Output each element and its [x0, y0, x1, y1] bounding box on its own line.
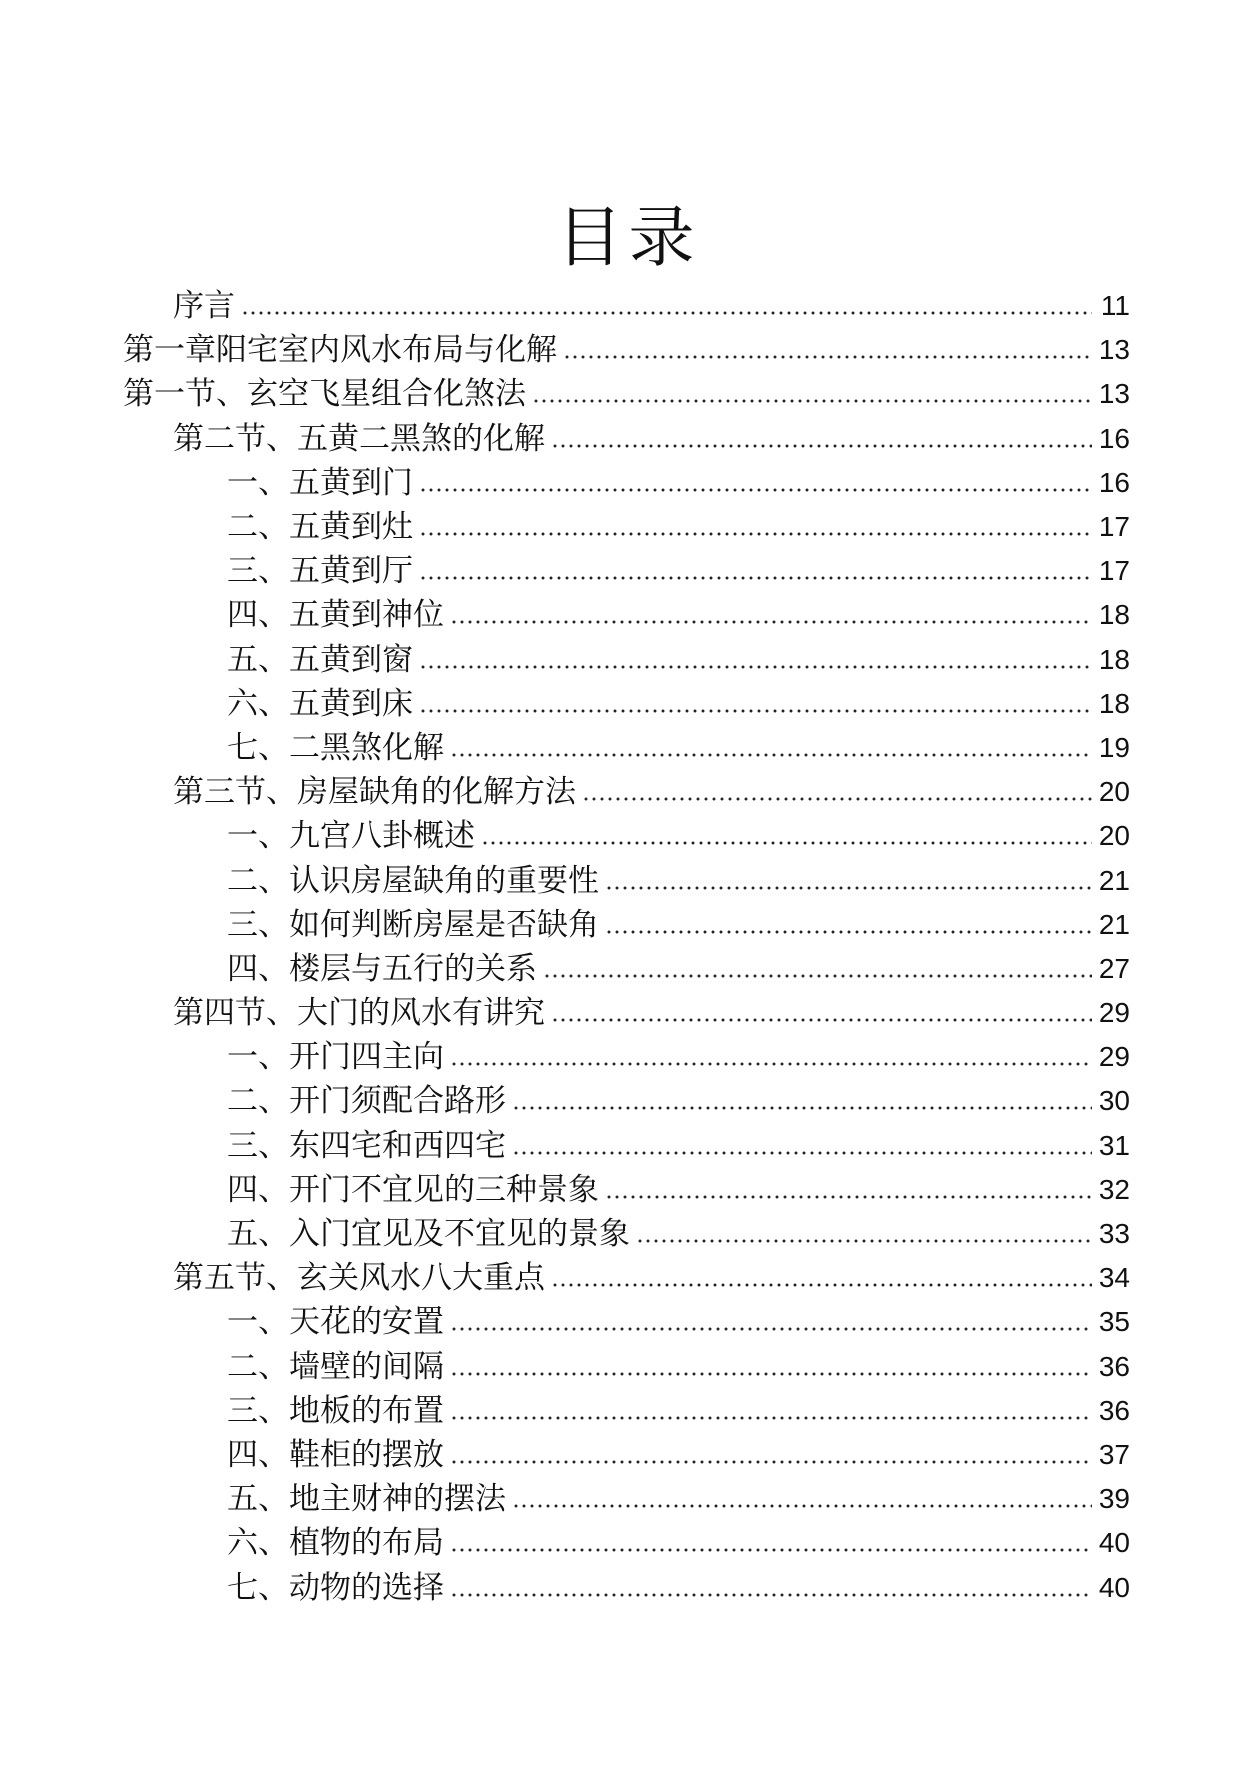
dot-leader [512, 1503, 1092, 1509]
dot-leader [481, 840, 1092, 846]
toc-entry-page-number: 20 [1098, 776, 1130, 808]
toc-entry[interactable] [0, 284, 1257, 328]
toc-entry[interactable] [0, 1035, 1257, 1079]
toc-entry[interactable] [0, 1079, 1257, 1123]
dot-leader [241, 310, 1092, 316]
toc-entry[interactable] [0, 682, 1257, 726]
toc-entry-label: 五、地主财神的摆法 [227, 1481, 506, 1518]
dot-leader [419, 664, 1092, 670]
dot-leader [450, 1371, 1092, 1377]
toc-entry-page-number: 19 [1098, 731, 1130, 763]
dot-leader [450, 1592, 1092, 1598]
toc-entry[interactable] [0, 1521, 1257, 1565]
toc-entry-label: 三、东四宅和西四宅 [227, 1127, 506, 1164]
toc-entry-label: 五、入门宜见及不宜见的景象 [227, 1216, 630, 1253]
toc-entry-page-number: 11 [1100, 290, 1130, 322]
toc-list [0, 284, 1257, 1610]
toc-entry[interactable] [0, 1477, 1257, 1521]
toc-entry[interactable] [0, 505, 1257, 549]
toc-entry-page-number: 35 [1098, 1306, 1130, 1338]
dot-leader [450, 752, 1092, 758]
dot-leader [450, 1459, 1092, 1465]
dot-leader [551, 443, 1092, 449]
toc-entry-label: 第四节、大门的风水有讲究 [173, 995, 545, 1032]
toc-entry-label: 第五节、玄关风水八大重点 [173, 1260, 545, 1297]
dot-leader [582, 796, 1092, 802]
toc-entry-page-number: 16 [1098, 422, 1130, 454]
toc-entry-page-number: 17 [1098, 511, 1130, 543]
dot-leader [636, 1238, 1092, 1244]
toc-entry[interactable] [0, 903, 1257, 947]
dot-leader [419, 531, 1092, 537]
dot-leader [512, 1150, 1092, 1156]
toc-entry-page-number: 20 [1098, 820, 1130, 852]
toc-entry-page-number: 18 [1098, 687, 1130, 719]
dot-leader [512, 1105, 1092, 1111]
toc-entry-label: 四、楼层与五行的关系 [227, 950, 537, 987]
toc-entry-label: 一、五黄到门 [227, 464, 413, 501]
toc-entry-label: 七、二黑煞化解 [227, 729, 444, 766]
toc-entry-page-number: 36 [1098, 1350, 1130, 1382]
dot-leader [450, 619, 1092, 625]
dot-leader [563, 354, 1092, 360]
toc-entry-label: 五、五黄到窗 [227, 641, 413, 678]
toc-entry-label: 二、五黄到灶 [227, 509, 413, 546]
toc-entry-label: 第一节、玄空飞星组合化煞法 [123, 376, 526, 413]
dot-leader [419, 575, 1092, 581]
toc-entry-page-number: 13 [1098, 334, 1130, 366]
toc-entry-page-number: 29 [1098, 997, 1130, 1029]
dot-leader [551, 1282, 1092, 1288]
toc-entry-page-number: 33 [1098, 1218, 1130, 1250]
dot-leader [605, 929, 1092, 935]
toc-entry-label: 序言 [173, 288, 235, 325]
toc-entry[interactable] [0, 1168, 1257, 1212]
dot-leader [419, 708, 1092, 714]
toc-entry-label: 四、五黄到神位 [227, 597, 444, 634]
page-title: 目录 [556, 199, 701, 276]
toc-entry[interactable] [0, 991, 1257, 1035]
toc-entry-label: 六、五黄到床 [227, 685, 413, 722]
toc-entry[interactable] [0, 417, 1257, 461]
toc-entry-page-number: 36 [1098, 1394, 1130, 1426]
toc-entry-page-number: 37 [1098, 1438, 1130, 1470]
dot-leader [450, 1061, 1092, 1067]
dot-leader [450, 1415, 1092, 1421]
toc-entry[interactable] [0, 858, 1257, 902]
toc-entry-page-number: 27 [1098, 952, 1130, 984]
toc-entry-page-number: 30 [1098, 1085, 1130, 1117]
dot-leader [605, 885, 1092, 891]
toc-entry-label: 七、动物的选择 [227, 1569, 444, 1606]
toc-entry-label: 六、植物的布局 [227, 1525, 444, 1562]
toc-entry[interactable] [0, 1433, 1257, 1477]
toc-entry[interactable] [0, 593, 1257, 637]
toc-entry-page-number: 18 [1098, 599, 1130, 631]
dot-leader [419, 487, 1092, 493]
toc-entry-page-number: 40 [1098, 1571, 1130, 1603]
toc-entry-label: 一、开门四主向 [227, 1039, 444, 1076]
toc-entry[interactable] [0, 328, 1257, 372]
toc-entry-page-number: 34 [1098, 1262, 1130, 1294]
toc-entry[interactable] [0, 1212, 1257, 1256]
toc-entry[interactable] [0, 814, 1257, 858]
toc-entry-label: 第二节、五黄二黑煞的化解 [173, 420, 545, 457]
toc-entry-label: 三、五黄到厅 [227, 553, 413, 590]
toc-entry-page-number: 21 [1098, 864, 1130, 896]
dot-leader [532, 398, 1092, 404]
dot-leader [543, 973, 1092, 979]
toc-entry-page-number: 40 [1098, 1527, 1130, 1559]
dot-leader [605, 1194, 1092, 1200]
toc-entry[interactable] [0, 947, 1257, 991]
toc-entry-label: 二、墙壁的间隔 [227, 1348, 444, 1385]
dot-leader [450, 1326, 1092, 1332]
toc-entry-page-number: 16 [1098, 466, 1130, 498]
toc-entry-label: 一、天花的安置 [227, 1304, 444, 1341]
dot-leader [551, 1017, 1092, 1023]
toc-entry[interactable] [0, 549, 1257, 593]
toc-entry-page-number: 21 [1098, 908, 1130, 940]
toc-entry-page-number: 13 [1098, 378, 1130, 410]
toc-entry-label: 第一章阳宅室内风水布局与化解 [123, 332, 557, 369]
dot-leader [450, 1547, 1092, 1553]
toc-entry[interactable] [0, 770, 1257, 814]
toc-entry-label: 四、开门不宜见的三种景象 [227, 1171, 599, 1208]
toc-entry[interactable] [0, 726, 1257, 770]
toc-entry-label: 一、九宫八卦概述 [227, 818, 475, 855]
toc-entry-page-number: 18 [1098, 643, 1130, 675]
toc-entry-page-number: 39 [1098, 1483, 1130, 1515]
toc-entry[interactable] [0, 1256, 1257, 1300]
toc-entry-page-number: 17 [1098, 555, 1130, 587]
toc-entry[interactable] [0, 1124, 1257, 1168]
toc-entry-label: 三、如何判断房屋是否缺角 [227, 906, 599, 943]
toc-entry[interactable] [0, 1345, 1257, 1389]
toc-entry-page-number: 29 [1098, 1041, 1130, 1073]
toc-entry-label: 二、认识房屋缺角的重要性 [227, 862, 599, 899]
toc-entry[interactable] [0, 372, 1257, 416]
toc-entry-label: 四、鞋柜的摆放 [227, 1436, 444, 1473]
toc-entry-label: 二、开门须配合路形 [227, 1083, 506, 1120]
toc-entry[interactable] [0, 1565, 1257, 1609]
toc-entry[interactable] [0, 461, 1257, 505]
toc-entry-page-number: 32 [1098, 1173, 1130, 1205]
toc-entry-label: 三、地板的布置 [227, 1392, 444, 1429]
toc-entry[interactable] [0, 1389, 1257, 1433]
toc-entry[interactable] [0, 638, 1257, 682]
toc-entry[interactable] [0, 1300, 1257, 1344]
toc-entry-page-number: 31 [1098, 1129, 1130, 1161]
toc-entry-label: 第三节、房屋缺角的化解方法 [173, 774, 576, 811]
